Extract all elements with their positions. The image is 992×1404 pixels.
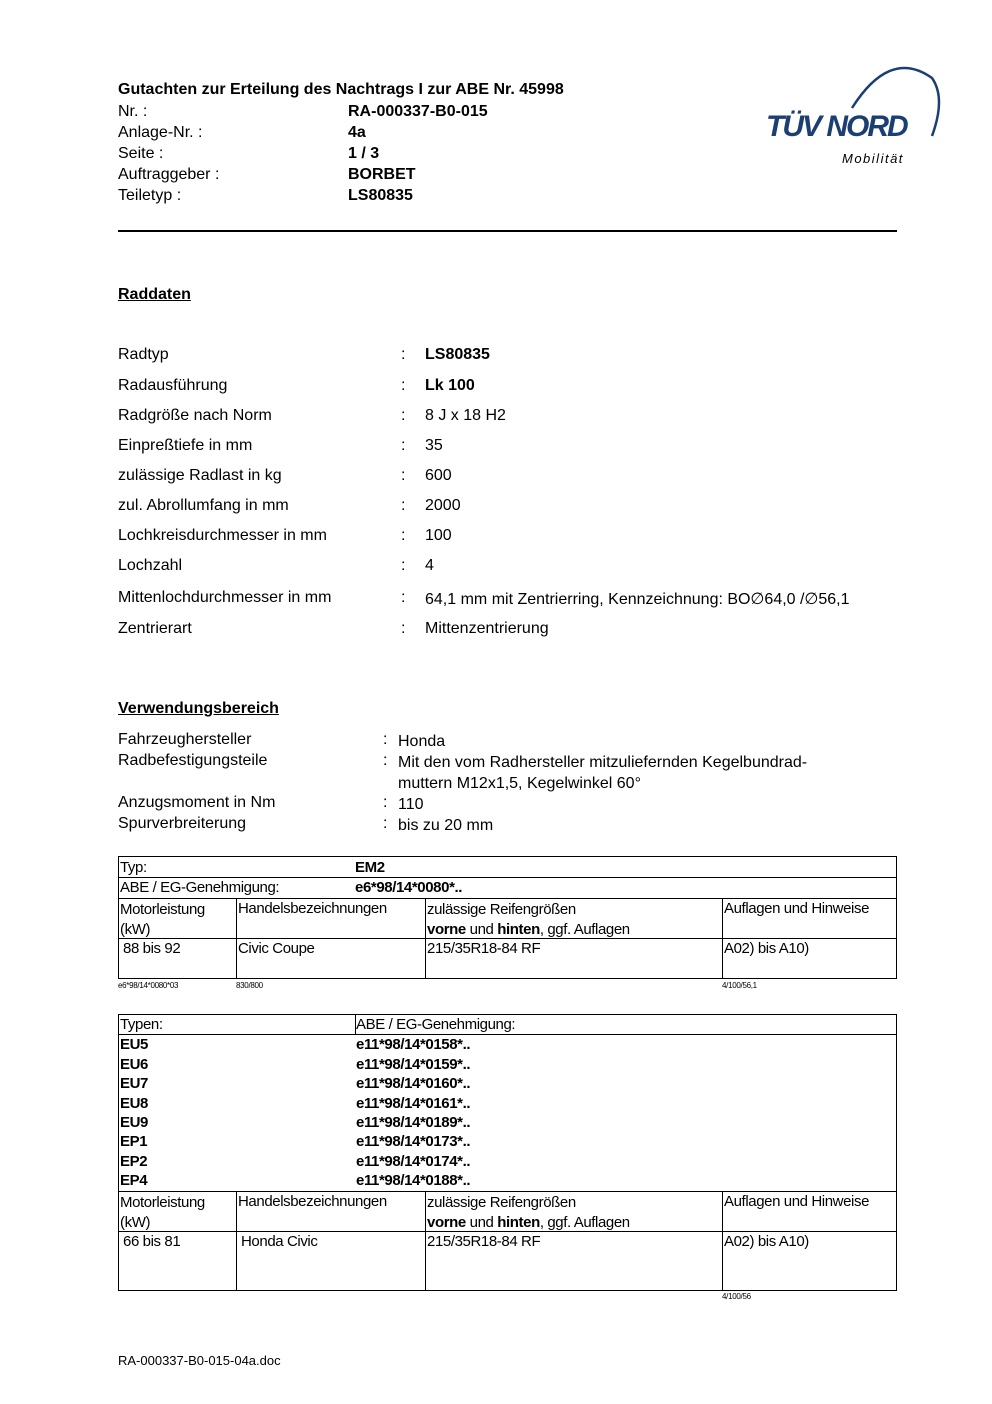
type-abe: e11*98/14*0173*.. <box>356 1133 471 1150</box>
small-ref-code: e6*98/14*0080*03 <box>118 981 179 990</box>
header-label: Teiletyp : <box>118 187 182 204</box>
cell-auflagen: A02) bis A10) <box>724 1233 809 1250</box>
type-abe: e11*98/14*0161*.. <box>356 1095 471 1112</box>
raddaten-value: Mittenzentrierung <box>425 620 549 637</box>
col-header-auflagen: Auflagen und Hinweise <box>724 900 870 917</box>
verwendung-value: bis zu 20 mm <box>398 817 494 834</box>
type-abe: e11*98/14*0174*.. <box>356 1153 471 1170</box>
header-value: LS80835 <box>348 187 413 204</box>
type-abe: e11*98/14*0188*.. <box>356 1172 471 1189</box>
raddaten-label: Radgröße nach Norm <box>118 407 272 424</box>
col-header-handel: Handelsbezeichnungen <box>238 900 387 917</box>
verwendung-value: 110 <box>398 796 424 813</box>
type-code: EP2 <box>120 1153 148 1170</box>
tuev-nord-logo <box>760 58 945 173</box>
type-code: EP1 <box>120 1133 148 1150</box>
verwendung-label: Radbefestigungsteile <box>118 752 268 769</box>
raddaten-value: 8 J x 18 H2 <box>425 407 506 424</box>
col-header-reifen: zulässige Reifengrößen vorne und hinten, ggf. Auflagen <box>427 1194 630 1231</box>
type-abe: e11*98/14*0189*.. <box>356 1114 471 1131</box>
raddaten-value: LS80835 <box>425 346 490 363</box>
header-label: Seite : <box>118 145 164 162</box>
small-ref-code: 830/800 <box>236 981 263 990</box>
col-header-handel: Handelsbezeichnungen <box>238 1193 387 1210</box>
header-label: Nr. : <box>118 103 148 120</box>
raddaten-label: Zentrierart <box>118 620 192 637</box>
footer-filename: RA-000337-B0-015-04a.doc <box>118 1353 281 1368</box>
raddaten-label: Einpreßtiefe in mm <box>118 437 253 454</box>
header-label: Anlage-Nr. : <box>118 124 203 141</box>
section-title-verwendungsbereich: Verwendungsbereich <box>118 700 279 717</box>
vehicle-table-em2 <box>118 856 897 979</box>
header-label: Auftraggeber : <box>118 166 220 183</box>
verwendung-label: Spurverbreiterung <box>118 815 247 832</box>
type-abe: e11*98/14*0159*.. <box>356 1056 471 1073</box>
type-code: EP4 <box>120 1172 148 1189</box>
header-value: 4a <box>348 124 366 141</box>
raddaten-label: Radausführung <box>118 377 228 394</box>
col-header-motor: Motorleistung (kW) <box>120 1194 205 1231</box>
col-header-motor: Motorleistung (kW) <box>120 901 205 938</box>
verwendung-value: Mit den vom Radhersteller mitzuliefernden Kegelbundrad- muttern M12x1,5, Kegelwinkel 60° <box>398 754 808 792</box>
section-title-raddaten: Raddaten <box>118 286 191 303</box>
header-value: BORBET <box>348 166 416 183</box>
type-abe: e11*98/14*0160*.. <box>356 1075 471 1092</box>
logo-subtitle: Mobilität <box>842 151 904 166</box>
type-code: EU5 <box>120 1036 148 1053</box>
cell-motor: 66 bis 81 <box>123 1233 181 1250</box>
header-value: RA-000337-B0-015 <box>348 103 488 120</box>
cell-reifen: 215/35R18-84 RF <box>427 1233 541 1250</box>
vehicle-table-eu <box>118 1014 897 1291</box>
raddaten-label: Lochzahl <box>118 557 183 574</box>
type-code: EU7 <box>120 1075 148 1092</box>
type-code: EU8 <box>120 1095 148 1112</box>
raddaten-label: Mittenlochdurchmesser in mm <box>118 589 332 606</box>
abe-label: ABE / EG-Genehmigung: <box>356 1016 516 1033</box>
raddaten-value: 4 <box>425 557 434 574</box>
abe-label: ABE / EG-Genehmigung: <box>120 879 280 896</box>
small-ref-code: 4/100/56 <box>722 1292 751 1301</box>
raddaten-label: zul. Abrollumfang in mm <box>118 497 289 514</box>
raddaten-value: 100 <box>425 527 452 544</box>
col-header-reifen: zulässige Reifengrößen vorne und hinten, ggf. Auflagen <box>427 901 630 938</box>
typ-value: EM2 <box>355 859 385 876</box>
col-header-auflagen: Auflagen und Hinweise <box>724 1193 870 1210</box>
cell-handel: Honda Civic <box>241 1233 318 1250</box>
verwendung-label: Anzugsmoment in Nm <box>118 794 276 811</box>
raddaten-value: 35 <box>425 437 443 454</box>
raddaten-value: Lk 100 <box>425 377 475 394</box>
type-code: EU9 <box>120 1114 148 1131</box>
raddaten-label: zulässige Radlast in kg <box>118 467 282 484</box>
cell-reifen: 215/35R18-84 RF <box>427 940 541 957</box>
header-divider <box>118 230 897 232</box>
raddaten-value: 600 <box>425 467 452 484</box>
raddaten-label: Lochkreisdurchmesser in mm <box>118 527 327 544</box>
type-abe: e11*98/14*0158*.. <box>356 1036 471 1053</box>
typen-label: Typen: <box>120 1016 163 1033</box>
raddaten-label: Radtyp <box>118 346 169 363</box>
header-value: 1 / 3 <box>348 145 380 162</box>
document-title: Gutachten zur Erteilung des Nachtrags I zur ABE Nr. 45998 <box>118 81 564 98</box>
cell-handel: Civic Coupe <box>238 940 315 957</box>
cell-motor: 88 bis 92 <box>123 940 181 957</box>
verwendung-label: Fahrzeughersteller <box>118 731 252 748</box>
raddaten-value: 2000 <box>425 497 461 514</box>
raddaten-value: 64,1 mm mit Zentrierring, Kennzeichnung: BO∅64,0 /∅56,1 <box>425 591 850 608</box>
type-code: EU6 <box>120 1056 148 1073</box>
verwendung-value: Honda <box>398 733 446 750</box>
abe-value: e6*98/14*0080*.. <box>355 879 463 896</box>
cell-auflagen: A02) bis A10) <box>724 940 809 957</box>
small-ref-code: 4/100/56,1 <box>722 981 757 990</box>
logo-wordmark: TÜV NORD <box>766 110 907 143</box>
typ-label: Typ: <box>120 859 147 876</box>
